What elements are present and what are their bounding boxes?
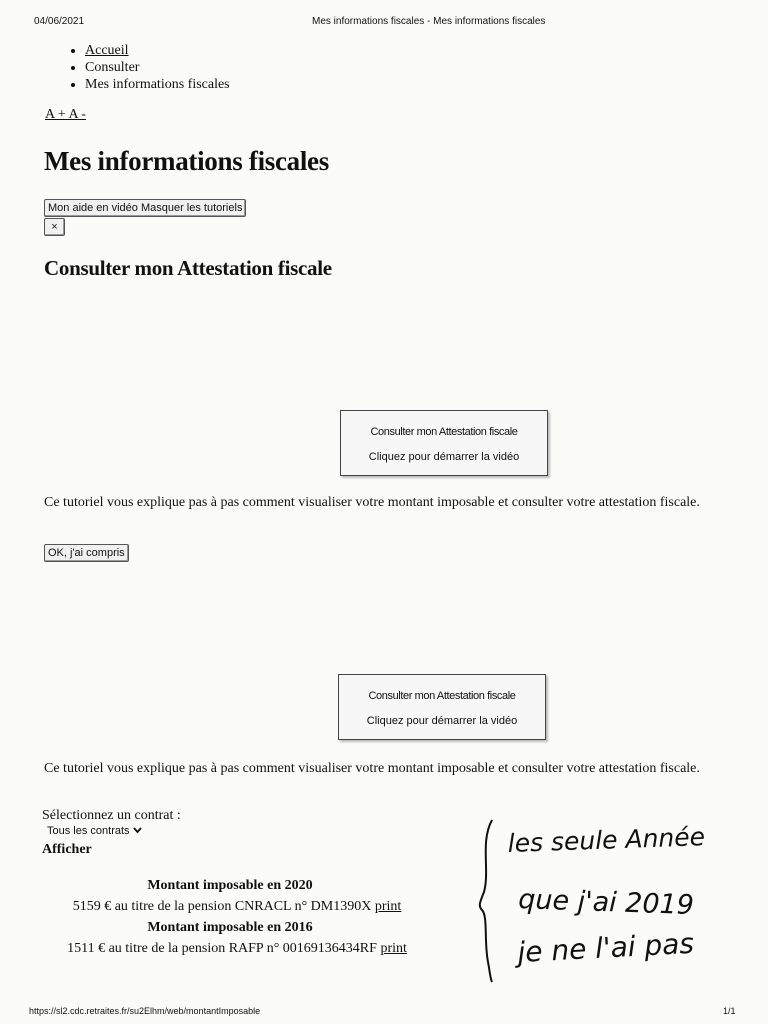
breadcrumb-home-link[interactable]: Accueil bbox=[85, 43, 129, 58]
video-subtitle: Cliquez pour démarrer la vidéo bbox=[368, 451, 520, 463]
video-subtitle: Cliquez pour démarrer la vidéo bbox=[366, 715, 518, 727]
amount-title: Montant imposable en 2020 bbox=[147, 878, 313, 893]
amount-line bbox=[0, 941, 474, 957]
print-link[interactable]: print bbox=[374, 899, 402, 914]
breadcrumb bbox=[65, 42, 230, 93]
print-date: 04/06/2021 bbox=[34, 16, 85, 27]
close-button[interactable]: × bbox=[44, 218, 65, 236]
amount-title: Montant imposable en 2016 bbox=[147, 920, 313, 935]
breadcrumb-item-home[interactable] bbox=[85, 42, 230, 59]
print-title: Mes informations fiscales - Mes informations fiscales bbox=[312, 16, 546, 27]
svg-text:je ne l'ai pas: je ne l'ai pas bbox=[516, 926, 695, 969]
tutorial-text-2: Ce tutoriel vous explique pas à pas comment visualiser votre montant imposable et consulter votre attestation fiscale. bbox=[44, 761, 700, 776]
handwritten-note bbox=[478, 812, 758, 987]
page-title: Mes informations fiscales bbox=[44, 146, 329, 176]
afficher-button[interactable]: Afficher bbox=[42, 842, 92, 857]
breadcrumb-item-consulter: • Consulter bbox=[85, 59, 230, 76]
font-size-controls[interactable]: A + A - bbox=[45, 107, 86, 122]
contract-select[interactable] bbox=[47, 825, 142, 837]
svg-text:que j'ai 2019: que j'ai 2019 bbox=[517, 884, 695, 922]
print-link[interactable]: print bbox=[380, 941, 407, 956]
chevron-down-icon bbox=[133, 825, 142, 837]
ok-button[interactable]: OK, j'ai compris bbox=[44, 544, 129, 562]
amount-line bbox=[0, 899, 474, 915]
video-title: Consulter mon Attestation fiscale bbox=[370, 426, 518, 438]
tutorial-text: Ce tutoriel vous explique pas à pas comment visualiser votre montant imposable et consulter votre attestation fiscale. bbox=[44, 495, 700, 510]
print-page-number: 1/1 bbox=[723, 1006, 736, 1016]
contract-label: Sélectionnez un contrat : bbox=[42, 808, 181, 823]
breadcrumb-item-current: • Mes informations fiscales bbox=[85, 76, 230, 93]
section-title: Consulter mon Attestation fiscale bbox=[44, 256, 332, 280]
amount-text: 1511 € au titre de la pension RAFP n° 00169136434RF bbox=[67, 941, 377, 956]
amount-text: 5159 € au titre de la pension CNRACL n° DM1390X bbox=[72, 899, 372, 914]
help-video-button[interactable]: Mon aide en vidéo Masquer les tutoriels bbox=[44, 199, 246, 217]
video-player-2[interactable] bbox=[338, 674, 546, 740]
video-title: Consulter mon Attestation fiscale bbox=[368, 690, 516, 702]
svg-text:les seule Année: les seule Année bbox=[507, 822, 706, 858]
contract-select-value: Tous les contrats bbox=[47, 825, 130, 837]
print-url: https://sl2.cdc.retraites.fr/su2Elhm/web/montantImposable bbox=[29, 1006, 261, 1016]
video-player-1[interactable] bbox=[340, 410, 548, 476]
